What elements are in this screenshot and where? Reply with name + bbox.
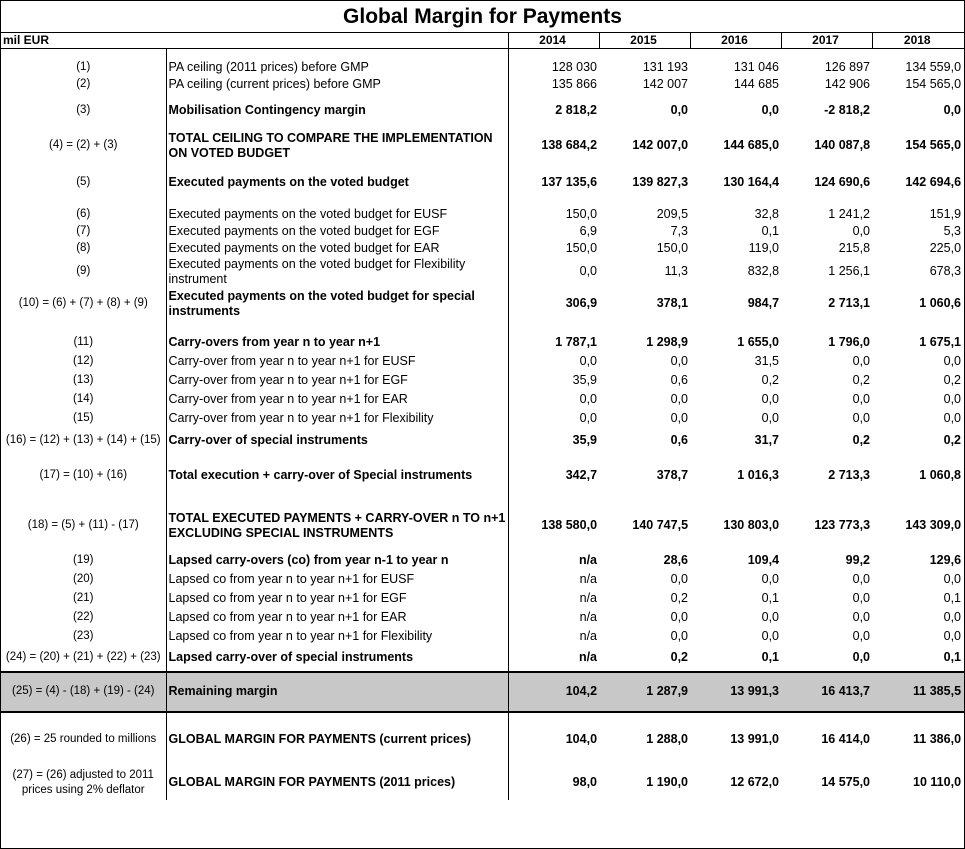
value-cell: 150,0 [508,206,599,223]
value-cell: 1 256,1 [828,264,871,278]
row-ref: (2) [1,76,166,93]
value-cell: 0,1 [943,650,962,664]
value-cell: 1 796,0 [828,334,871,349]
value-cell: 104,2 [508,672,599,712]
row-label: Lapsed co from year n to year n+1 for EGF [166,589,508,608]
row-label: Remaining margin [166,672,508,712]
value-cell: 0,0 [943,391,962,406]
value-cell: 130 803,0 [723,518,780,532]
value-cell: 0,2 [852,432,871,447]
value-cell: 139 827,3 [632,175,689,189]
row-label: TOTAL EXECUTED PAYMENTS + CARRY-OVER n TO n+1 EXCLUDING SPECIAL INSTRUMENTS [166,506,508,546]
value-cell: 225,0 [929,240,962,255]
value-cell: 0,2 [943,432,962,447]
row-label: Executed payments on the voted budget [166,174,508,192]
row-ref: (7) [1,223,166,240]
table-row [1,570,964,589]
value-cell: 5,3 [943,223,962,238]
value-cell: 0,0 [670,410,689,425]
value-cell: 2 713,3 [828,468,871,482]
row-label: Carry-over of special instruments [166,428,508,453]
row-label: PA ceiling (current prices) before GMP [166,76,508,93]
value-cell: 0,0 [670,102,689,117]
table-row [1,101,964,120]
value-cell: 142 007 [642,76,689,91]
row-label: Lapsed co from year n to year n+1 for Flexibility [166,627,508,646]
value-cell: 16 413,7 [781,672,872,712]
row-ref: (16) = (12) + (13) + (14) + (15) [1,428,166,453]
value-cell: 138 580,0 [508,506,599,546]
table-row [1,240,964,257]
value-cell: 109,4 [747,552,780,567]
table-row [1,128,964,164]
row-ref: (25) = (4) - (18) + (19) - (24) [1,672,166,712]
value-cell: 11 385,5 [872,672,964,712]
value-cell: 13 991,3 [690,672,781,712]
value-cell: 142 007,0 [632,138,689,152]
value-cell: 154 565,0 [905,138,962,152]
value-cell: 28,6 [663,552,689,567]
value-cell: 0,0 [852,628,871,643]
row-ref: (5) [1,174,166,192]
value-cell: 140 747,5 [632,518,689,532]
row-ref: (18) = (5) + (11) - (17) [1,506,166,546]
value-cell: 0,0 [943,571,962,586]
row-ref: (3) [1,101,166,120]
value-cell: 16 414,0 [821,732,871,746]
value-cell: 137 135,6 [508,174,599,192]
row-ref: (17) = (10) + (16) [1,462,166,490]
value-cell: 0,0 [761,102,780,117]
value-cell: 151,9 [929,206,962,221]
value-cell: 0,0 [508,409,599,428]
table-row [1,371,964,390]
table-row [1,766,964,800]
header-row [1,33,964,49]
value-cell: 0,1 [943,590,962,605]
value-cell: 104,0 [508,714,599,766]
table-row [1,646,964,670]
row-label: TOTAL CEILING TO COMPARE THE IMPLEMENTATION ON VOTED BUDGET [166,128,508,164]
value-cell: 0,0 [761,391,780,406]
value-cell: 1 241,2 [828,206,871,221]
row-ref: (20) [1,570,166,589]
value-cell: 0,1 [761,223,780,238]
value-cell: 1 655,0 [737,334,780,349]
value-cell: 150,0 [656,240,689,255]
value-cell: 0,0 [852,650,871,664]
value-cell: 0,0 [943,628,962,643]
row-ref: (27) = (26) adjusted to 2011 prices using 2% deflator [1,766,166,800]
table-row [1,627,964,646]
value-cell: 138 684,2 [508,128,599,164]
table-row [1,257,964,287]
value-cell: 10 110,0 [913,775,962,789]
value-cell: 35,9 [508,371,599,390]
value-cell: 0,0 [943,102,962,117]
row-ref: (21) [1,589,166,608]
table-row [1,409,964,428]
value-cell: n/a [508,608,599,627]
value-cell: 31,5 [754,353,780,368]
value-cell: 0,0 [852,391,871,406]
value-cell: 134 559,0 [905,59,962,74]
row-label: Executed payments on the voted budget for EAR [166,240,508,257]
year-header: 2016 [690,33,781,49]
value-cell: 0,2 [670,590,689,605]
value-cell: 135 866 [508,76,599,93]
year-header: 2014 [508,33,599,49]
value-cell: 1 298,9 [646,334,689,349]
row-label: PA ceiling (2011 prices) before GMP [166,59,508,76]
value-cell: 131 046 [733,59,780,74]
row-label: Lapsed carry-over of special instruments [166,646,508,670]
value-cell: 0,2 [670,650,689,664]
row-ref: (9) [1,257,166,287]
value-cell: 0,0 [670,391,689,406]
table-row [1,714,964,766]
row-label: Executed payments on the voted budget for EGF [166,223,508,240]
row-label: Lapsed co from year n to year n+1 for EUSF [166,570,508,589]
sheet-title: Global Margin for Payments [1,1,964,33]
value-cell: 2 713,1 [828,296,871,310]
unit-label: mil EUR [1,33,508,49]
table-row [1,59,964,76]
value-cell: 0,0 [508,390,599,409]
value-cell: 131 193 [642,59,689,74]
value-cell: 1 016,3 [737,468,780,482]
value-cell: 0,0 [670,628,689,643]
row-ref: (4) = (2) + (3) [1,128,166,164]
table-row [1,206,964,223]
value-cell: n/a [508,589,599,608]
value-cell: n/a [508,570,599,589]
value-cell: 306,9 [508,287,599,321]
year-header: 2017 [781,33,872,49]
table-row [1,223,964,240]
row-ref: (15) [1,409,166,428]
value-cell: 142 694,6 [905,175,962,189]
value-cell: 0,0 [852,609,871,624]
row-label: Mobilisation Contingency margin [166,101,508,120]
value-cell: 1 675,1 [919,334,962,349]
row-ref: (19) [1,551,166,570]
value-cell: 0,0 [761,609,780,624]
value-cell: n/a [508,627,599,646]
value-cell: 144 685 [733,76,780,91]
row-label: Executed payments on the voted budget for EUSF [166,206,508,223]
value-cell: 98,0 [508,766,599,800]
value-cell: 378,1 [656,296,689,310]
value-cell: 678,3 [929,264,962,278]
table-row [1,608,964,627]
table-row [1,672,964,712]
row-ref: (22) [1,608,166,627]
value-cell: 0,0 [852,353,871,368]
year-header: 2018 [872,33,964,49]
value-cell: 0,0 [852,571,871,586]
value-cell: 1 060,6 [919,296,962,310]
value-cell: 0,0 [761,628,780,643]
value-cell: 2 818,2 [508,101,599,120]
value-cell: 0,6 [670,432,689,447]
value-cell: n/a [508,646,599,670]
value-cell: 0,0 [508,257,599,287]
value-cell: 143 309,0 [905,518,962,532]
value-cell: 0,1 [761,650,780,664]
table-row [1,506,964,546]
value-cell: 0,0 [852,590,871,605]
value-cell: 215,8 [838,240,871,255]
value-cell: 378,7 [656,468,689,482]
table-row [1,551,964,570]
value-cell: 1 060,8 [919,468,962,482]
value-cell: 0,0 [943,609,962,624]
value-cell: 0,0 [943,353,962,368]
value-cell: 0,2 [761,372,780,387]
row-label: Executed payments on the voted budget for special instruments [166,287,508,321]
value-cell: 129,6 [929,552,962,567]
value-cell: 32,8 [754,206,780,221]
row-label: Total execution + carry-over of Special instruments [166,462,508,490]
row-label: Carry-overs from year n to year n+1 [166,333,508,352]
value-cell: 154 565,0 [905,76,962,91]
value-cell: 13 991,0 [730,732,780,746]
value-cell: 0,6 [670,372,689,387]
value-cell: 11,3 [664,264,689,278]
value-cell: 0,1 [761,590,780,605]
value-cell: 142 906 [824,76,871,91]
table-row [1,462,964,490]
value-cell: 119,0 [748,240,780,255]
table-row [1,174,964,192]
value-cell: 0,0 [761,571,780,586]
row-label: GLOBAL MARGIN FOR PAYMENTS (current prices) [166,714,508,766]
value-cell: 832,8 [747,264,780,278]
row-ref: (6) [1,206,166,223]
value-cell: 1 787,1 [508,333,599,352]
value-cell: 0,0 [670,609,689,624]
value-cell: 0,0 [943,410,962,425]
value-cell: 130 164,4 [723,175,780,189]
value-cell: 7,3 [670,223,689,238]
year-header: 2015 [599,33,690,49]
value-cell: 0,0 [670,571,689,586]
table-row [1,589,964,608]
value-cell: 0,0 [508,352,599,371]
value-cell: 14 575,0 [821,775,871,789]
row-ref: (12) [1,352,166,371]
row-ref: (8) [1,240,166,257]
value-cell: 209,5 [656,206,689,221]
row-ref: (26) = 25 rounded to millions [1,714,166,766]
row-label: Carry-over from year n to year n+1 for EAR [166,390,508,409]
value-cell: 144 685,0 [723,138,780,152]
value-cell: 1 190,0 [646,775,689,789]
value-cell: 1 287,9 [599,672,690,712]
value-cell: 126 897 [824,59,871,74]
row-label: Carry-over from year n to year n+1 for Flexibility [166,409,508,428]
value-cell: 35,9 [508,428,599,453]
value-cell: -2 818,2 [824,102,871,117]
row-label: Carry-over from year n to year n+1 for EGF [166,371,508,390]
value-cell: 12 672,0 [730,775,780,789]
value-cell: 0,0 [852,410,871,425]
value-cell: 984,7 [747,296,780,310]
row-ref: (23) [1,627,166,646]
value-cell: 6,9 [508,223,599,240]
row-ref: (14) [1,390,166,409]
row-ref: (24) = (20) + (21) + (22) + (23) [1,646,166,670]
value-cell: 123 773,3 [814,518,871,532]
value-cell: 99,2 [845,552,871,567]
value-cell: 11 386,0 [913,732,962,746]
value-cell: n/a [508,551,599,570]
row-ref: (1) [1,59,166,76]
value-cell: 128 030 [508,59,599,76]
value-cell: 0,2 [943,372,962,387]
row-label: Executed payments on the voted budget for Flexibility instrument [166,257,508,287]
value-cell: 0,2 [852,372,871,387]
table-row [1,287,964,321]
table-row [1,352,964,371]
value-cell: 1 288,0 [646,732,689,746]
row-label: Carry-over from year n to year n+1 for EUSF [166,352,508,371]
row-label: Lapsed carry-overs (co) from year n-1 to year n [166,551,508,570]
value-cell: 150,0 [508,240,599,257]
table-row [1,390,964,409]
value-cell: 0,0 [761,410,780,425]
margin-table [1,33,964,800]
value-cell: 140 087,8 [814,138,871,152]
row-label: Lapsed co from year n to year n+1 for EAR [166,608,508,627]
row-ref: (11) [1,333,166,352]
row-ref: (13) [1,371,166,390]
table-row [1,428,964,453]
value-cell: 31,7 [754,432,780,447]
value-cell: 342,7 [508,462,599,490]
table-row [1,333,964,352]
value-cell: 124 690,6 [814,175,871,189]
value-cell: 0,0 [852,223,871,238]
table-row [1,76,964,93]
row-label: GLOBAL MARGIN FOR PAYMENTS (2011 prices) [166,766,508,800]
row-ref: (10) = (6) + (7) + (8) + (9) [1,287,166,321]
value-cell: 0,0 [670,353,689,368]
